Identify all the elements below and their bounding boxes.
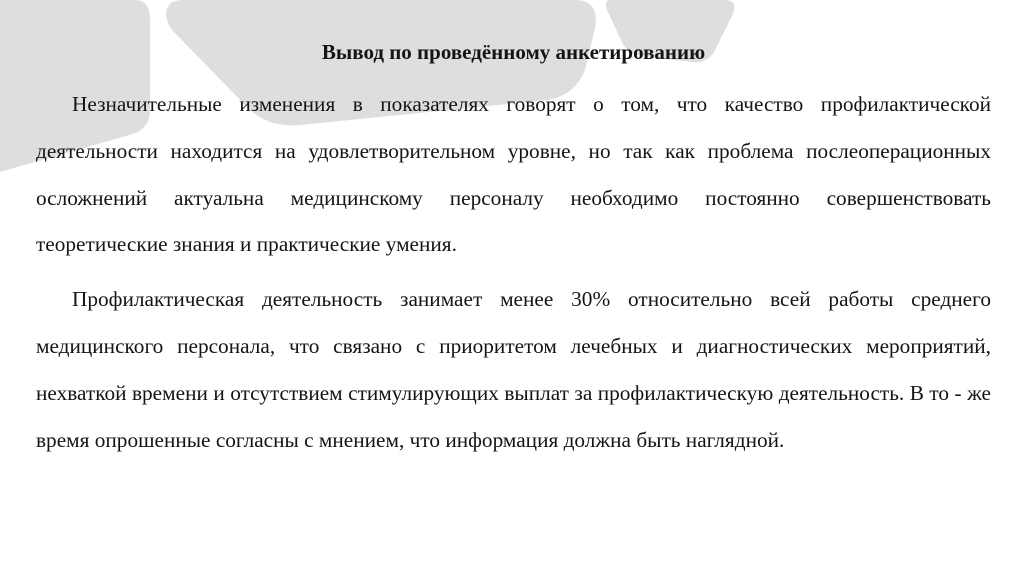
paragraph-2: Профилактическая деятельность занимает менее 30% относительно всей работы среднего медицинского персонала, что связано с приоритетом лечебных и диагностических мероприятий, нехваткой времени и отсутствием стимулирующих выплат за профилактическую деятельность. В то - же время опрошенные согласны с мнением, что информация должна быть наглядной. <box>36 287 991 452</box>
slide-content <box>36 36 991 463</box>
slide-title: Вывод по проведённому анкетированию <box>321 40 706 64</box>
paragraph-1: Незначительные изменения в показателях говорят о том, что качество профилактической деятельности находится на удовлетворительном уровне, но так как проблема послеоперационных осложнений актуальна медицинскому персоналу необходимо постоянно совершенствовать теоретические знания и практические умения. <box>36 92 991 257</box>
